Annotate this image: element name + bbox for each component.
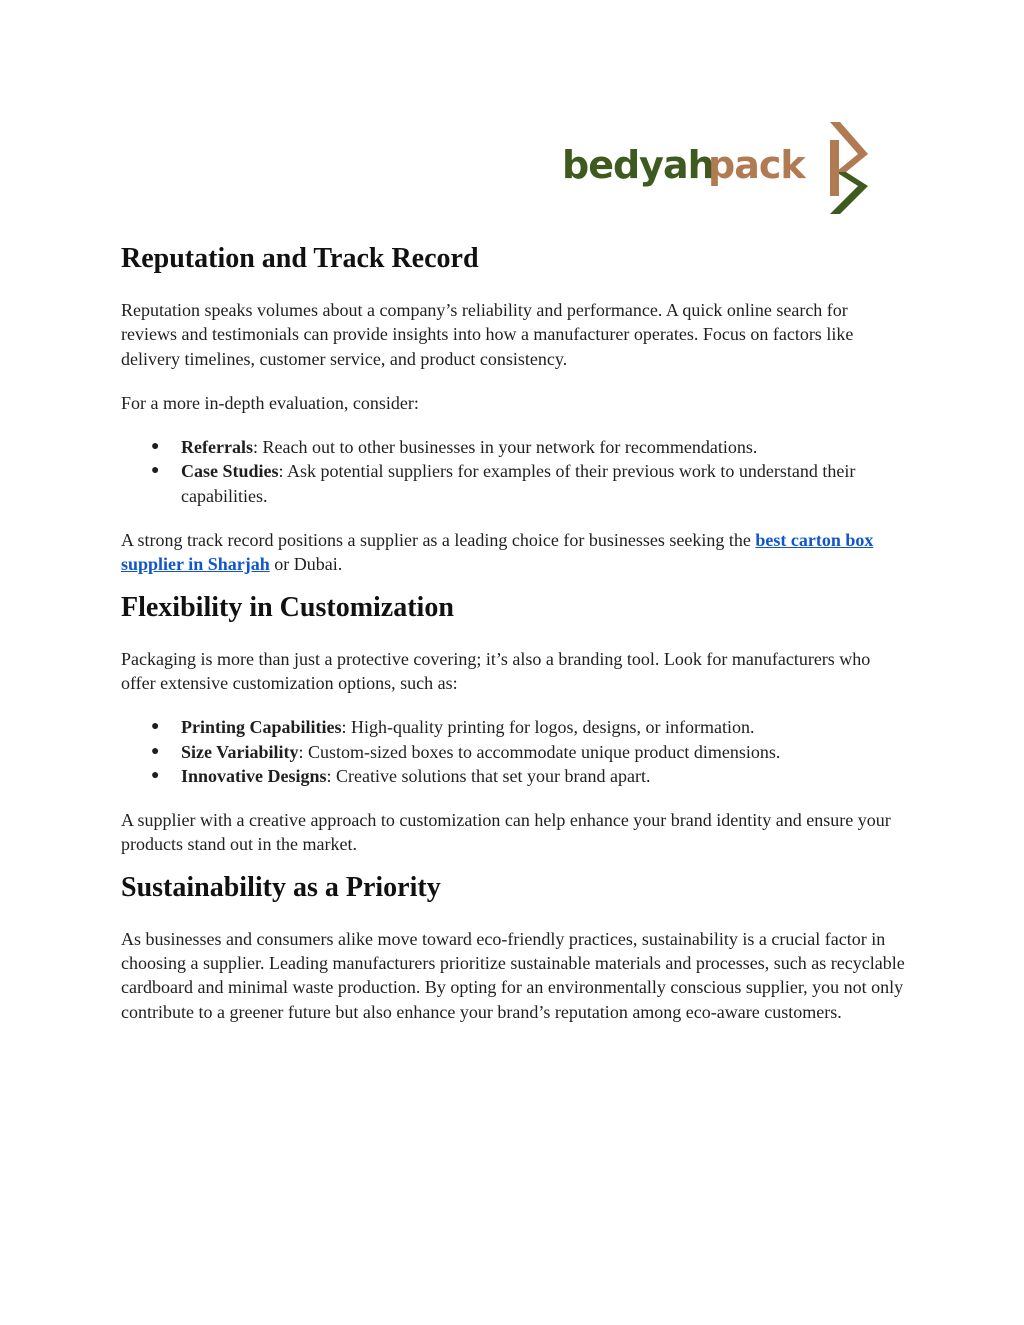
paragraph-customization-intro: Packaging is more than just a protective covering; it’s also a branding tool. Look for manufacturers who offer extensive customization options, such as: <box>121 648 871 693</box>
text-after-link: or Dubai. <box>269 554 343 575</box>
paragraph-customization-closing: A supplier with a creative approach to customization can help enhance your brand identity and ensure your products stand out in the market. <box>121 810 891 855</box>
bullet-icon: ● <box>151 719 160 735</box>
item-text: : Ask potential suppliers for examples of their previous work to understand their capabilities. <box>181 461 856 506</box>
item-text: : Creative solutions that set your brand apart. <box>326 765 651 786</box>
logo-word-pack: pack <box>708 143 805 187</box>
list-item <box>121 740 906 764</box>
list-customization <box>121 715 906 788</box>
bedyah-pack-logo <box>562 120 882 216</box>
document-body <box>121 240 906 1024</box>
item-text: : Reach out to other businesses in your network for recommendations. <box>252 437 758 458</box>
term-innovative: Innovative Designs <box>181 765 327 786</box>
text-before-link: A strong track record positions a supplier as a leading choice for businesses seeking the <box>121 530 756 551</box>
list-item <box>121 764 906 788</box>
term-size: Size Variability <box>181 741 299 762</box>
heading-reputation: Reputation and Track Record <box>121 243 479 274</box>
list-item <box>121 715 906 739</box>
link-best-carton-box-supplier[interactable]: best carton box supplier in Sharjah <box>121 530 874 575</box>
bullet-icon: ● <box>151 439 160 455</box>
paragraph-reputation-intro: Reputation speaks volumes about a company’s reliability and performance. A quick online search for reviews and testimonials can provide insights into how a manufacturer operates. Focus on factors like delivery timelines, customer service, and product consistency. <box>121 300 854 369</box>
bullet-icon: ● <box>151 463 160 479</box>
list-item <box>121 435 906 459</box>
item-text: : Custom-sized boxes to accommodate unique product dimensions. <box>298 741 781 762</box>
heading-customization: Flexibility in Customization <box>121 591 454 623</box>
term-referrals: Referrals <box>181 437 253 458</box>
term-printing: Printing Capabilities <box>181 717 342 738</box>
paragraph-track-record <box>121 528 906 577</box>
logo-word-bedyah: bedyah <box>562 143 714 187</box>
bullet-icon: ● <box>151 743 160 759</box>
term-case-studies: Case Studies <box>181 461 279 482</box>
item-text: : High-quality printing for logos, designs, or information. <box>341 717 755 738</box>
list-evaluation <box>121 435 906 508</box>
paragraph-evaluation-lead: For a more in-depth evaluation, consider: <box>121 392 419 413</box>
bullet-icon: ● <box>151 767 160 783</box>
logo-b-mark-icon <box>824 120 872 216</box>
list-item <box>121 459 906 508</box>
heading-sustainability: Sustainability as a Priority <box>121 871 441 903</box>
paragraph-sustainability: As businesses and consumers alike move toward eco-friendly practices, sustainability is a crucial factor in choosing a supplier. Leading manufacturers prioritize sustainable materials and processes, such as recyclable cardboard and minimal waste production. By opting for an environmentally conscious supplier, you not only contribute to a greener future but also enhance your brand’s reputation among eco-aware customers. <box>121 928 905 1022</box>
